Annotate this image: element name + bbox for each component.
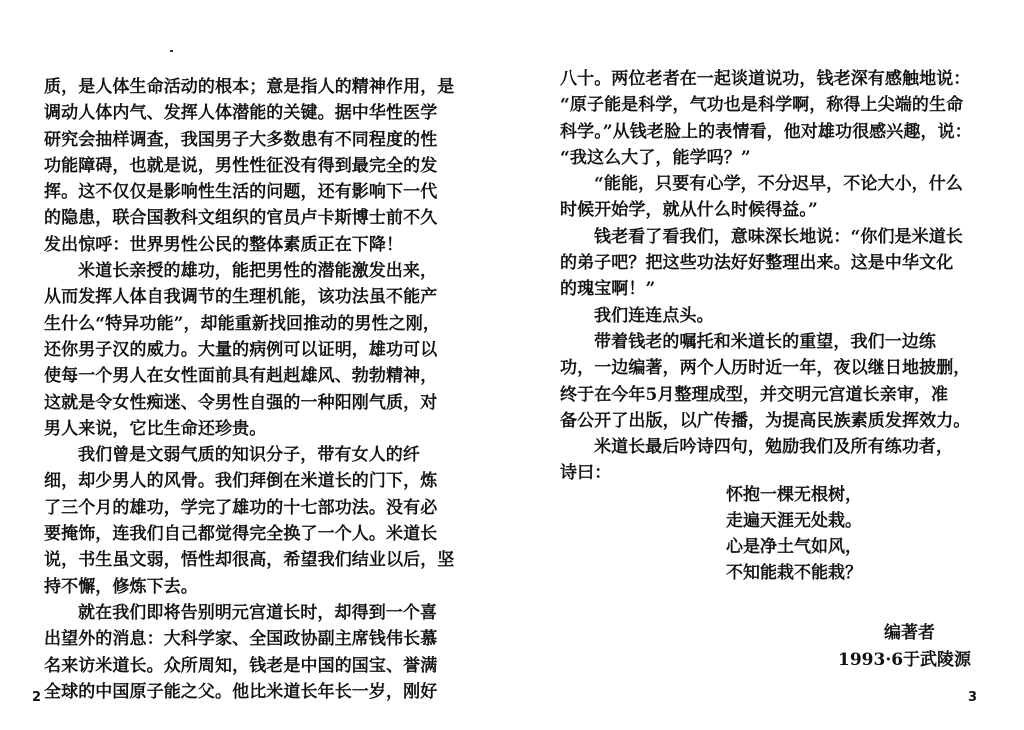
right-page-body (560, 66, 990, 487)
text-line: 八十。两位老者在一起谈道说功，钱老深有感触地说： (560, 69, 971, 89)
text-line: 终于在今年5月整理成型，并交明元宫道长亲审，准 (560, 384, 949, 405)
right-page (512, 0, 1024, 730)
text-line: “原子能是科学，气功也是科学啊，称得上尖端的生命 (560, 95, 964, 116)
text-line: 我们连连点头。 (594, 305, 714, 326)
text-line: 功能障碍，也就是说，男性性征没有得到最完全的发 (44, 155, 438, 176)
text-line: 功，一边编著，两个人历时近一年，夜以继日地披删， (560, 358, 971, 379)
text-line: 出望外的消息：大科学家、全国政协副主席钱伟长慕 (44, 629, 438, 650)
signature-date: 1993·6于武陵源 (838, 650, 972, 670)
text-line: 的弟子吧？把这些功法好好整理出来。这是中华文化 (560, 253, 954, 274)
text-line: 使每一个男人在女性面前具有赳赳雄风、勃勃精神， (44, 366, 438, 387)
poem-line: 走遍天涯无处栽。 (726, 511, 862, 531)
poem-line: 心是净土气如风， (726, 537, 862, 557)
text-line: 发出惊呼：世界男性公民的整体素质正在下降！ (44, 234, 404, 255)
text-line: 米道长亲授的雄功，能把男性的潜能激发出来， (78, 261, 438, 282)
text-line: 要掩饰，连我们自己都觉得完全换了一个人。米道长 (44, 524, 438, 545)
text-line: “我这么大了，能学吗？” (560, 147, 751, 168)
text-line: 备公开了出版，以广传播，为提高民族素质发挥效力。 (560, 410, 971, 431)
page-number-right: 3 (968, 690, 978, 705)
poem-line: 不知能栽不能栽？ (726, 563, 862, 583)
page-number-left: 2 (32, 690, 42, 705)
text-line: 质，是人体生命活动的根本；意是指人的精神作用，是 (44, 77, 455, 97)
text-line: 还你男子汉的威力。大量的病例可以证明，雄功可以 (44, 339, 438, 360)
text-line: 生什么“特异功能”，却能重新找回推动的男性之刚， (44, 313, 440, 334)
text-line: 带着钱老的嘱托和米道长的重望，我们一边练 (594, 331, 936, 352)
text-line: 钱老看了看我们，意味深长地说：“你们是米道长 (594, 226, 963, 247)
text-line: 名来访米道长。众所周知，钱老是中国的国宝、誉满 (44, 655, 438, 676)
text-line: 我们曾是文弱气质的知识分子，带有女人的纤 (78, 445, 420, 466)
text-line: 全球的中国原子能之父。他比米道长年长一岁，刚好 (44, 681, 438, 702)
text-line: 男人来说，它比生命还珍贵。 (44, 418, 267, 439)
text-line: 说，书生虽文弱，悟性却很高，希望我们结业以后，坚 (44, 550, 455, 571)
text-line: 研究会抽样调查，我国男子大多数患有不同程度的性 (44, 129, 438, 150)
text-line: 调动人体内气、发挥人体潜能的关键。据中华性医学 (44, 103, 438, 124)
text-line: “能能，只要有心学，不分迟早，不论大小，什么 (594, 174, 963, 195)
text-line: 时候开始学，就从什么时候得益。” (560, 200, 818, 221)
text-line: 的隐患，联合国教科文组织的官员卢卡斯博士前不久 (44, 208, 438, 229)
text-line: 挥。这不仅仅是影响性生活的问题，还有影响下一代 (44, 182, 438, 203)
text-line: 米道长最后吟诗四句，勉励我们及所有练功者， (594, 437, 954, 458)
scan-speck (170, 50, 173, 52)
text-line: 从而发挥人体自我调节的生理机能，该功法虽不能产 (44, 287, 438, 308)
text-line: 细，却少男人的风骨。我们拜倒在米道长的门下，炼 (44, 471, 438, 492)
signature-author: 编著者 (884, 623, 935, 643)
text-line: 持不懈，修炼下去。 (44, 576, 198, 597)
text-line: 的瑰宝啊！” (560, 279, 656, 300)
poem-line: 怀抱一棵无根树， (726, 485, 862, 505)
text-line: 这就是令女性痴迷、令男性自强的一种阳刚气质，对 (44, 392, 438, 413)
text-line: 诗曰： (560, 463, 612, 484)
text-line: 了三个月的雄功，学完了雄功的十七部功法。没有必 (44, 497, 438, 518)
text-line: 就在我们即将告别明元宫道长时，却得到一个喜 (78, 602, 438, 623)
text-line: 科学。”从钱老脸上的表情看，他对雄功很感兴趣，说： (560, 121, 972, 142)
poem (726, 482, 862, 586)
left-page-body (44, 74, 464, 705)
